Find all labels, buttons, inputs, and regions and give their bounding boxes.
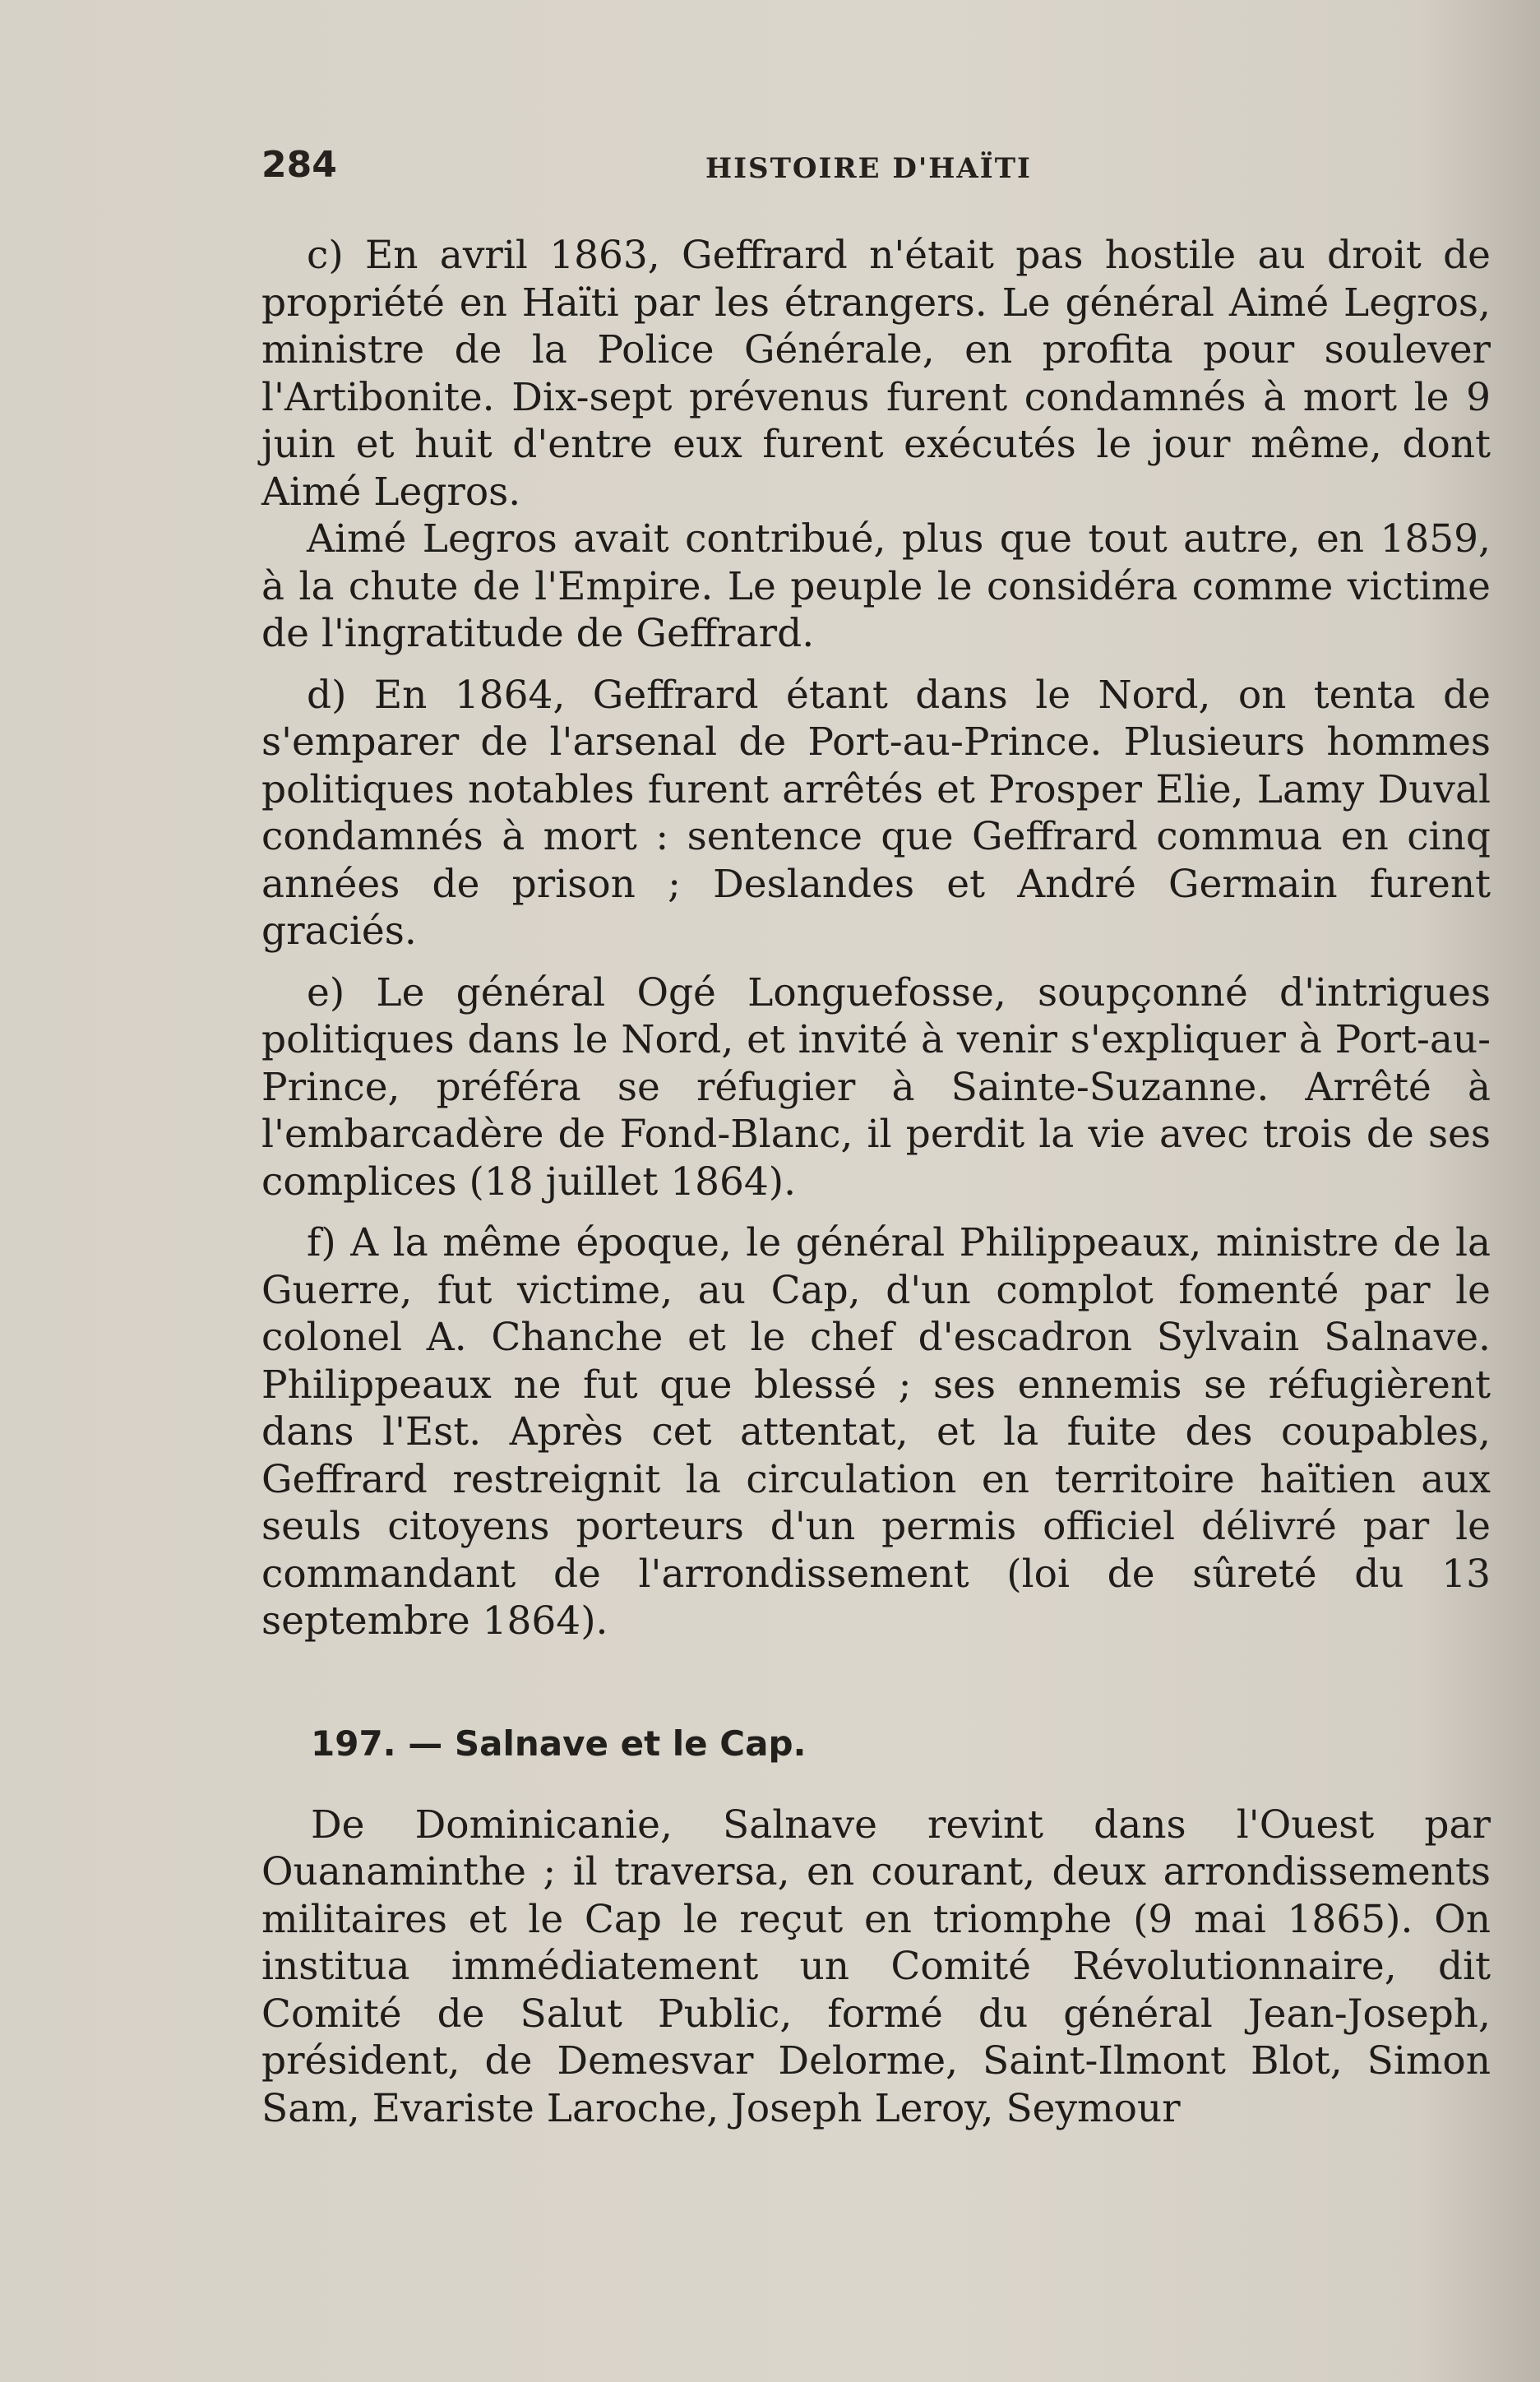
paragraph-c-continued: Aimé Legros avait contribué, plus que tout autre, en 1859, à la chute de l'Empire. Le peuple le considéra comme victime de l'ingratitude de Geffrard. xyxy=(261,516,1491,656)
section-paragraph: De Dominicanie, Salnave revint dans l'Ouest par Ouanaminthe ; il traversa, en courant, deux arrondissements militaires et le Cap le reçut en triomphe (9 mai 1865). On institua immédiatement un Comité Révolutionnaire, dit Comité de Salut Public, formé du général Jean-Joseph, président, de Demesvar Delorme, Saint-Ilmont Blot, Simon Sam, Evariste Laroche, Joseph Leroy, Seymour xyxy=(261,1802,1491,2131)
paragraph-c: c) En avril 1863, Geffrard n'était pas hostile au droit de propriété en Haïti par les étrangers. Le général Aimé Legros, ministre de la Police Générale, en profita pour soulever l'Artibonite. Dix-sept prévenus furent condamnés à mort le 9 juin et huit d'entre eux furent exécutés le jour même, dont Aimé Legros. xyxy=(261,233,1491,515)
page-number: 284 xyxy=(261,144,337,186)
body-text xyxy=(261,232,1491,2132)
paragraph-f: f) A la même époque, le général Philippeaux, ministre de la Guerre, fut victime, au Cap, d'un complot fomenté par le colonel A. Chanche et le chef d'escadron Sylvain Salnave. Philippeaux ne fut que blessé ; ses ennemis se réfugièrent dans l'Est. Après cet attentat, et la fuite des coupables, Geffrard restreignit la circulation en territoire haïtien aux seuls citoyens porteurs d'un permis officiel délivré par le commandant de l'arrondissement (loi de sûreté du 13 septembre 1864). xyxy=(261,1220,1491,1644)
running-title: HISTOIRE D'HAÏTI xyxy=(705,152,1032,185)
paragraph-e: e) Le général Ogé Longuefosse, soupçonné d'intrigues politiques dans le Nord, et invité à venir s'expliquer à Port-au-Prince, préféra se réfugier à Sainte-Suzanne. Arrêté à l'embarcadère de Fond-Blanc, il perdit la vie avec trois de ses complices (18 juillet 1864). xyxy=(261,969,1491,1205)
paragraph-d: d) En 1864, Geffrard étant dans le Nord, on tenta de s'emparer de l'arsenal de Port-au-Prince. Plusieurs hommes politiques notables furent arrêtés et Prosper Elie, Lamy Duval condamnés à mort : sentence que Geffrard commua en cinq années de prison ; Deslandes et André Germain furent graciés. xyxy=(261,672,1491,954)
section-heading: 197. — Salnave et le Cap. xyxy=(311,1723,807,1764)
page-header xyxy=(261,144,1495,193)
